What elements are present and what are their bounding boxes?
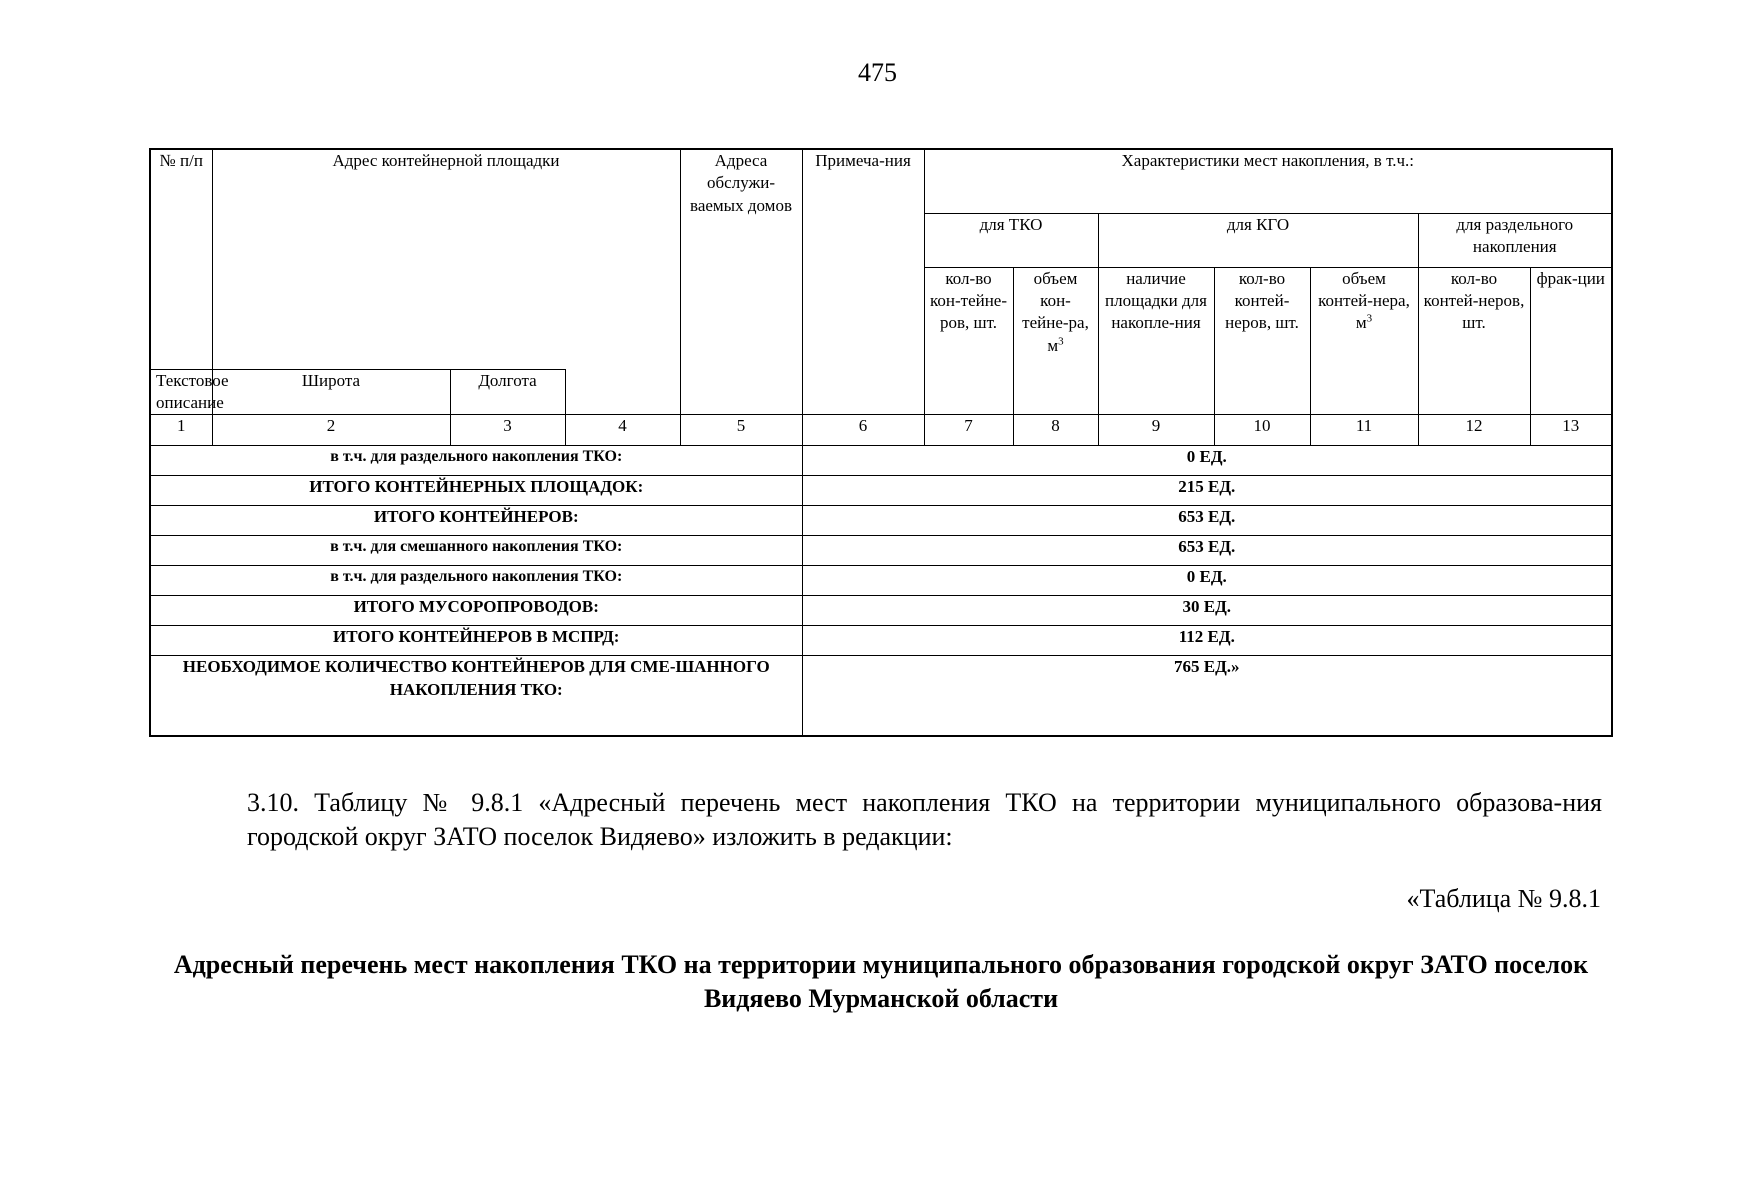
superscript-3: 3 xyxy=(1058,335,1064,348)
header-latitude: Широта xyxy=(212,369,450,415)
header-sep-count: кол-во контей-неров, шт. xyxy=(1418,267,1530,415)
waste-sites-summary-table xyxy=(149,148,1613,737)
summary-row xyxy=(150,626,1612,656)
header-separate: для раздельного накопления xyxy=(1418,213,1612,267)
column-number: 4 xyxy=(565,415,680,446)
amendment-paragraph: 3.10. Таблицу № 9.8.1 «Адресный перечень мест накопления ТКО на территории муниципального образова-ния городской округ ЗАТО поселок Видяево» изложить в редакции: xyxy=(247,788,1602,851)
header-tko-count: кол-во кон-тейне-ров, шт. xyxy=(924,267,1013,415)
summary-row xyxy=(150,506,1612,536)
summary-row xyxy=(150,476,1612,506)
column-number: 2 xyxy=(212,415,450,446)
header-tko: для ТКО xyxy=(924,213,1098,267)
summary-row xyxy=(150,446,1612,476)
column-number: 5 xyxy=(680,415,802,446)
column-number: 10 xyxy=(1214,415,1310,446)
column-number: 11 xyxy=(1310,415,1418,446)
summary-label: в т.ч. для смешанного накопления ТКО: xyxy=(150,536,802,566)
summary-row xyxy=(150,536,1612,566)
summary-value: 0 ЕД. xyxy=(802,446,1612,476)
summary-value: 112 ЕД. xyxy=(802,626,1612,656)
header-kgo-volume-text: объем контей-нера, м xyxy=(1318,268,1410,333)
header-characteristics: Характеристики мест накопления, в т.ч.: xyxy=(924,149,1612,213)
header-served-houses: Адреса обслужи-ваемых домов xyxy=(680,149,802,415)
header-tko-volume-text: объем кон-тейне-ра, м xyxy=(1022,268,1089,355)
summary-label: ИТОГО КОНТЕЙНЕРОВ В МСПРД: xyxy=(150,626,802,656)
summary-label: ИТОГО МУСОРОПРОВОДОВ: xyxy=(150,596,802,626)
header-kgo-site: наличие площадки для накопле-ния xyxy=(1098,267,1214,415)
column-number: 3 xyxy=(450,415,565,446)
header-longitude: Долгота xyxy=(450,369,565,415)
column-number-row xyxy=(150,415,1612,446)
column-number: 13 xyxy=(1530,415,1612,446)
header-kgo-count: кол-во контей-неров, шт. xyxy=(1214,267,1310,415)
summary-value: 215 ЕД. xyxy=(802,476,1612,506)
header-kgo: для КГО xyxy=(1098,213,1418,267)
header-notes: Примеча-ния xyxy=(802,149,924,415)
table-title: Адресный перечень мест накопления ТКО на территории муниципального образования городской округ ЗАТО поселок Видяево Мурманской области xyxy=(173,950,1589,1013)
header-number-spacer xyxy=(565,369,680,415)
header-text-description: Текстовое описание xyxy=(150,369,212,415)
summary-label: ИТОГО КОНТЕЙНЕРНЫХ ПЛОЩАДОК: xyxy=(150,476,802,506)
column-number: 7 xyxy=(924,415,1013,446)
page-number: 475 xyxy=(858,58,897,87)
header-kgo-volume xyxy=(1310,267,1418,415)
summary-row xyxy=(150,596,1612,626)
summary-label: в т.ч. для раздельного накопления ТКО: xyxy=(150,566,802,596)
summary-row xyxy=(150,566,1612,596)
header-address: Адрес контейнерной площадки xyxy=(212,149,680,369)
summary-label: НЕОБХОДИМОЕ КОЛИЧЕСТВО КОНТЕЙНЕРОВ ДЛЯ СМЕ-ШАННОГО НАКОПЛЕНИЯ ТКО: xyxy=(150,656,802,736)
summary-value: 0 ЕД. xyxy=(802,566,1612,596)
column-number: 12 xyxy=(1418,415,1530,446)
table-caption: «Таблица № 9.8.1 xyxy=(1406,884,1601,913)
summary-label: в т.ч. для раздельного накопления ТКО: xyxy=(150,446,802,476)
superscript-3: 3 xyxy=(1366,312,1373,325)
summary-label: ИТОГО КОНТЕЙНЕРОВ: xyxy=(150,506,802,536)
summary-row-total-needed xyxy=(150,656,1612,736)
header-row-1 xyxy=(150,149,1612,213)
summary-value: 765 ЕД.» xyxy=(802,656,1612,736)
header-tko-volume xyxy=(1013,267,1098,415)
header-sep-fractions: фрак-ции xyxy=(1530,267,1612,415)
summary-value: 653 ЕД. xyxy=(802,536,1612,566)
summary-value: 653 ЕД. xyxy=(802,506,1612,536)
summary-value: 30 ЕД. xyxy=(802,596,1612,626)
column-number: 8 xyxy=(1013,415,1098,446)
column-number: 6 xyxy=(802,415,924,446)
column-number: 9 xyxy=(1098,415,1214,446)
column-number: 1 xyxy=(150,415,212,446)
header-number: № п/п xyxy=(150,149,212,369)
